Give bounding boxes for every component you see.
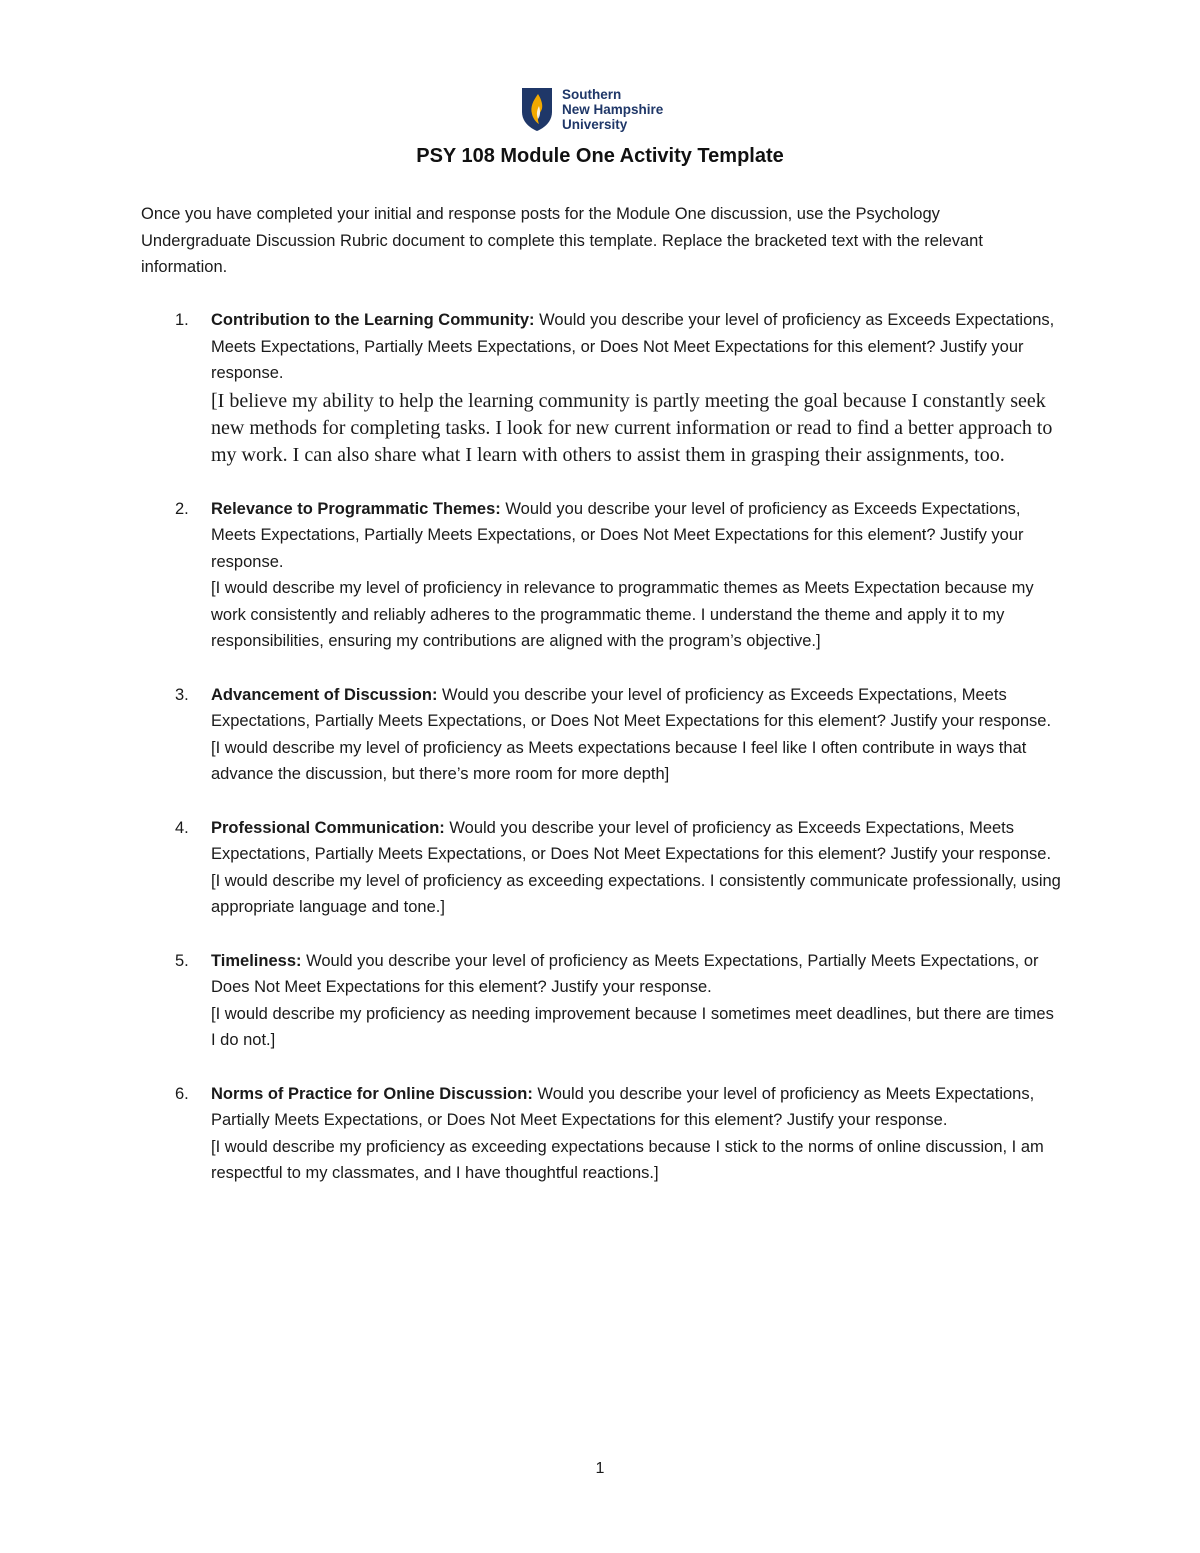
item-response: [I believe my ability to help the learning community is partly meeting the goal because I constantly seek new methods for completing tasks. I look for new current information or read to find a better approach to my work. I can also share what I learn with others to assist them in grasping their assignments, too.	[211, 389, 1053, 466]
university-logo	[520, 84, 690, 134]
rubric-question-list	[0, 307, 1200, 1187]
list-item	[0, 815, 1061, 921]
page-number: 1	[595, 1460, 605, 1477]
logo-line-2: New Hampshire	[562, 101, 664, 117]
item-heading: Professional Communication:	[211, 818, 445, 837]
item-prompt: Would you describe your level of proficiency as Exceeds Expectations, Meets Expectations, Partially Meets Expectations, or Does Not Meet Expectations for this element? Justify your response.	[211, 818, 1052, 863]
item-response: [I would describe my level of proficiency as exceeding expectations. I consistently communicate professionally, using appropriate language and tone.]	[211, 871, 1061, 916]
item-response: [I would describe my proficiency as exceeding expectations because I stick to the norms of online discussion, I am respectful to my classmates, and I have thoughtful reactions.]	[211, 1137, 1044, 1182]
logo-line-3: University	[562, 116, 628, 132]
item-number: 1.	[175, 311, 189, 329]
logo-line-1: Southern	[562, 86, 622, 102]
page-title: PSY 108 Module One Activity Template	[416, 145, 784, 167]
item-prompt: Would you describe your level of proficiency as Meets Expectations, Partially Meets Expectations, or Does Not Meet Expectations for this element? Justify your response.	[211, 1084, 1035, 1129]
logo-wordmark	[562, 87, 663, 132]
list-item	[0, 1081, 1061, 1187]
item-response: [I would describe my proficiency as needing improvement because I sometimes meet deadlines, but there are times I do not.]	[211, 1004, 1054, 1049]
item-prompt: Would you describe your level of proficiency as Exceeds Expectations, Meets Expectations, Partially Meets Expectations, or Does Not Meet Expectations for this element? Justify your response.	[211, 499, 1024, 571]
list-item	[0, 496, 1061, 655]
list-item	[0, 682, 1061, 788]
item-heading: Norms of Practice for Online Discussion:	[211, 1084, 533, 1103]
item-prompt: Would you describe your level of proficiency as Meets Expectations, Partially Meets Expectations, or Does Not Meet Expectations for this element? Justify your response.	[211, 951, 1039, 996]
item-response: [I would describe my level of proficiency as Meets expectations because I feel like I often contribute in ways that advance the discussion, but there’s more room for more depth]	[211, 738, 1027, 783]
list-item	[0, 307, 1061, 469]
item-prompt: Would you describe your level of proficiency as Exceeds Expectations, Meets Expectations, Partially Meets Expectations, or Does Not Meet Expectations for this element? Justify your response.	[211, 311, 1055, 382]
item-number: 5.	[175, 951, 189, 970]
item-number: 2.	[175, 499, 189, 518]
item-heading: Contribution to the Learning Community:	[211, 311, 535, 329]
item-heading: Timeliness:	[211, 951, 302, 970]
item-number: 6.	[175, 1084, 189, 1103]
item-prompt: Would you describe your level of proficiency as Exceeds Expectations, Meets Expectations, Partially Meets Expectations, or Does Not Meet Expectations for this element? Justify your response.	[211, 685, 1052, 730]
list-item	[0, 948, 1061, 1054]
item-response: [I would describe my level of proficiency in relevance to programmatic themes as Meets Expectation because my work consistently and reliably adheres to the programmatic theme. I understand the theme and apply it to my responsibilities, ensuring my contributions are aligned with the program’s objective.]	[211, 579, 1034, 650]
item-number: 3.	[175, 685, 189, 704]
item-heading: Relevance to Programmatic Themes:	[211, 499, 501, 518]
item-number: 4.	[175, 818, 189, 837]
intro-paragraph: Once you have completed your initial and response posts for the Module One discussion, use the Psychology Undergraduate Discussion Rubric document to complete this template. Replace the bracketed text with the relevant information.	[141, 205, 983, 276]
item-heading: Advancement of Discussion:	[211, 685, 438, 704]
flame-shield-icon	[520, 86, 554, 132]
